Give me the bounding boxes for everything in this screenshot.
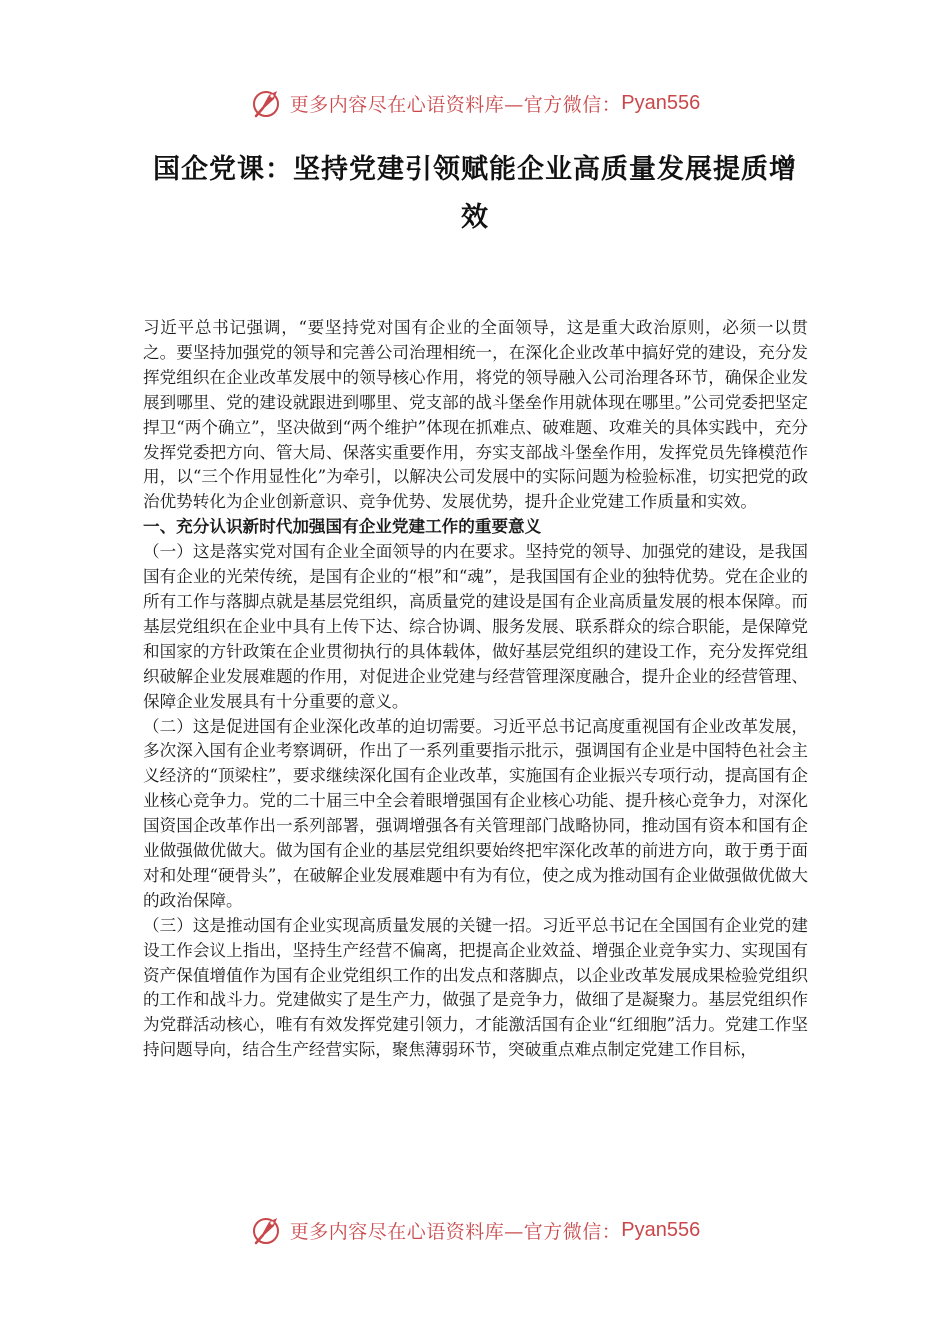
pen-nib-logo-icon — [250, 86, 284, 120]
document-body — [143, 316, 808, 1063]
intro-paragraph: 习近平总书记强调，“要坚持党对国有企业的全面领导，这是重大政治原则，必须一以贯之。要坚持加强党的领导和完善公司治理相统一，在深化企业改革中搞好党的建设，充分发挥党组织在企业改革发展中的领导核心作用，将党的领导融入公司治理各环节，确保企业发展到哪里、党的建设就跟进到哪里、党支部的战斗堡垒作用就体现在哪里。”公司党委把坚定捍卫“两个确立”，坚决做到“两个维护”体现在抓难点、破难题、攻难关的具体实践中，充分发挥党委把方向、管大局、保落实重要作用，夯实支部战斗堡垒作用，发挥党员先锋模范作用，以“三个作用显性化”为牵引，以解决公司发展中的实际问题为检验标准，切实把党的政治优势转化为企业创新意识、竞争优势、发展优势，提升企业党建工作质量和实效。 — [143, 318, 808, 512]
pen-nib-logo-icon — [250, 1213, 284, 1247]
paragraph-1: （一）这是落实党对国有企业全面领导的内在要求。坚持党的领导、加强党的建设，是我国国有企业的光荣传统，是国有企业的“根”和“魂”，是我国国有企业的独特优势。党在企业的所有工作与落脚点就是基层党组织，高质量党的建设是国有企业高质量发展的根本保障。而基层党组织在企业中具有上传下达、综合协调、服务发展、联系群众的综合职能，是保障党和国家的方针政策在企业贯彻执行的具体载体，做好基层党组织的建设工作，充分发挥党组织破解企业发展难题的作用，对促进企业党建与经营管理深度融合，提升企业的经营管理、保障企业发展具有十分重要的意义。 — [143, 542, 808, 711]
header-banner — [0, 83, 950, 123]
document-title: 国企党课：坚持党建引领赋能企业高质量发展提质增效 — [153, 154, 797, 233]
paragraph-2: （二）这是促进国有企业深化改革的迫切需要。习近平总书记高度重视国有企业改革发展，多次深入国有企业考察调研，作出了一系列重要指示批示，强调国有企业是中国特色社会主义经济的“顶梁柱”，要求继续深化国有企业改革，实施国有企业振兴专项行动，提高国有企业核心竞争力。党的二十届三中全会着眼增强国有企业核心功能、提升核心竞争力，对深化国资国企改革作出一系列部署，强调增强各有关管理部门战略协同，推动国有资本和国有企业做强做优做大。做为国有企业的基层党组织要始终把牢深化改革的前进方向，敢于勇于面对和处理“硬骨头”，在破解企业发展难题中有为有位，使之成为推动国有企业做强做优做大的政治保障。 — [143, 716, 808, 910]
wechat-id: Pyan556 — [621, 91, 701, 114]
footer-banner — [0, 1210, 950, 1250]
banner-text: 更多内容尽在心语资料库—官方微信： — [289, 1220, 622, 1243]
section-heading: 一、充分认识新时代加强国有企业党建工作的重要意义 — [143, 517, 542, 537]
wechat-id: Pyan556 — [621, 1218, 701, 1241]
paragraph-3: （三）这是推动国有企业实现高质量发展的关键一招。习近平总书记在全国国有企业党的建设工作会议上指出，坚持生产经营不偏离，把提高企业效益、增强企业竞争实力、实现国有资产保值增值作为国有企业党组织工作的出发点和落脚点，以企业改革发展成果检验党组织的工作和战斗力。党建做实了是生产力，做强了是竞争力，做细了是凝聚力。基层党组织作为党群活动核心，唯有有效发挥党建引领力，才能激活国有企业“红细胞”活力。党建工作坚持问题导向，结合生产经营实际，聚焦薄弱环节，突破重点难点制定党建工作目标， — [143, 915, 808, 1060]
banner-text: 更多内容尽在心语资料库—官方微信： — [289, 93, 622, 116]
